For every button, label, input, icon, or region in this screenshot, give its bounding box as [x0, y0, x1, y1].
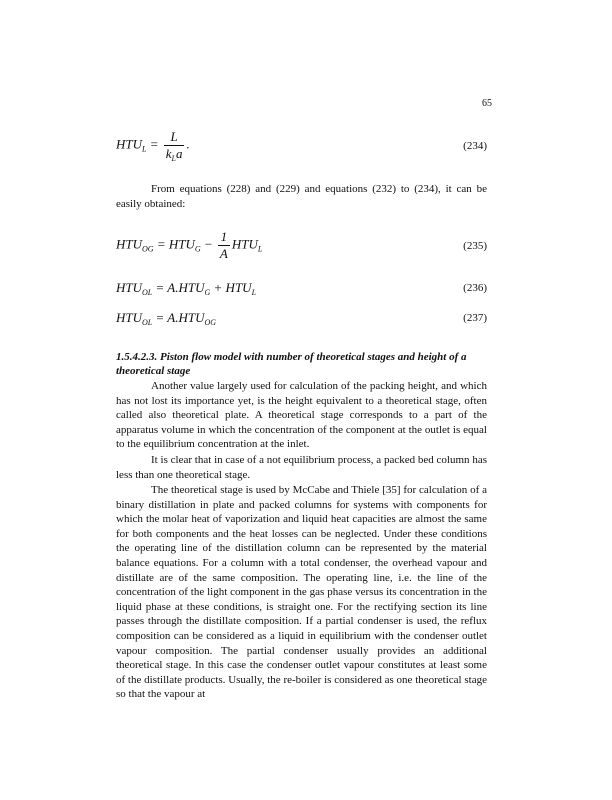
equation-237-expression: $HTU_{OL} = A.HTU_{OG}$	[116, 310, 217, 327]
equation-234-expression: $HTU_L$ = $\frac{L}{k_La}$ .	[116, 129, 190, 163]
equation-number: (236)	[463, 282, 487, 294]
section-heading: 1.5.4.2.3. Piston flow model with number of theoretical stages and height of a theoretical stage	[116, 351, 467, 377]
equation-235-fraction: $\frac{1}{A}$	[219, 229, 228, 261]
page-number: 65	[482, 98, 492, 109]
equation-237	[116, 302, 487, 326]
body-paragraph: Another value largely used for calculation of the packing height, and which has not lost its importance yet, is the height equivalent to a theoretical stage, often called also theoretical plate. A theoretical stage corresponds to a part of the apparatus volume in which the concentration of the component at the outlet is equal to the equilibrium concentration at the inlet.	[116, 380, 487, 451]
equation-number: (234)	[463, 140, 487, 152]
equation-234-fraction: $\frac{L}{k_La}$	[165, 129, 183, 163]
equation-234	[116, 128, 487, 162]
body-paragraph: It is clear that in case of a not equilibrium process, a packed bed column has less than one theoretical stage.	[116, 454, 487, 481]
equation-235	[116, 228, 487, 262]
intro-paragraph: From equations (228) and (229) and equations (232) to (234), it can be easily obtained:	[116, 183, 487, 210]
equation-235-expression: $HTU_{OG} = HTU_G$ − $\frac{1}{A}$ $HTU_L$	[116, 229, 263, 261]
body-paragraph: The theoretical stage is used by McCabe and Thiele [35] for calculation of a binary distillation in plate and packed columns for systems with components for which the molar heat of vaporization and liquid heat capacities are almost the same for both components and the heat losses can be neglected. Under these conditions the operating line of the distillation column can be represented by the material balance equations. For a column with a total condenser, the overhead vapour and distillate are of the same composition. The operating line, i.e. the line of the concentration of the light component in the gas phase versus its concentration in the liquid phase at these conditions, is straight one. For the rectifying section its line passes through the distillate composition. If a partial condenser is used, the reflux composition can be considered as a liquid in equilibrium with the condenser outlet vapour composition. The partial condenser usually provides an additional theoretical stage. In this case the condenser outlet vapour constitutes at least some of the distillate products. Usually, the re-boiler is considered as one theoretical stage so that the vapour at	[116, 484, 487, 701]
equation-number: (237)	[463, 312, 487, 324]
equation-236	[116, 272, 487, 296]
equation-number: (235)	[463, 240, 487, 252]
equation-236-expression: $HTU_{OL} = A.HTU_G + HTU_L$	[116, 280, 257, 297]
